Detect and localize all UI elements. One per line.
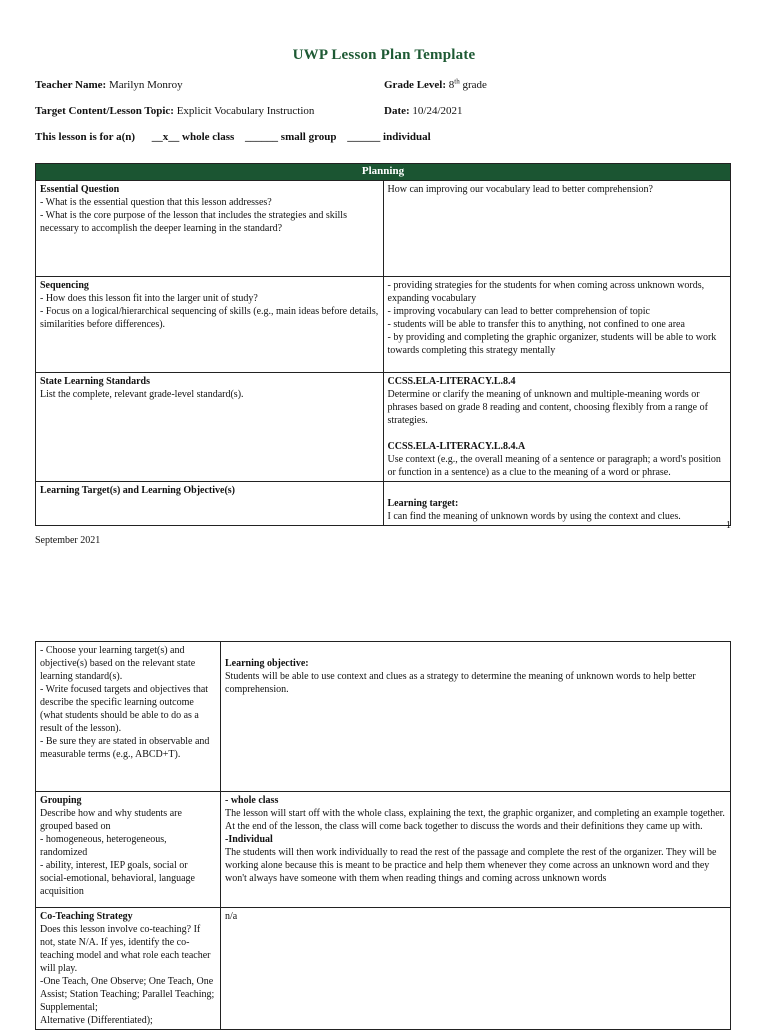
lesson-for-line [35, 131, 431, 143]
learning-objective-text: Students will be able to use context and clues as a strategy to determine the meaning of unknown words to help better comprehension. [225, 671, 696, 695]
lesson-topic [35, 105, 314, 117]
learning-objective-label: Learning objective: [225, 658, 309, 669]
sequencing-item-3: - students will be able to transfer this to anything, not confined to one area [387, 319, 685, 330]
table-row-targets [36, 482, 731, 526]
standards-label-cell [36, 373, 384, 482]
standards-label: State Learning Standards [40, 376, 151, 387]
coteaching-desc-3: Alternative (Differentiated); [40, 1015, 153, 1026]
standard-2-text: Use context (e.g., the overall meaning of a sentence or paragraph; a word's position or function in a sentence) as a clue to the meaning of a word or phrase. [387, 454, 721, 478]
grouping-label: Grouping [40, 795, 82, 806]
grouping-individual-text: The students will then work individually to read the rest of the passage and complete the rest of the organizer. They will be working alone because this is meant to be practice and help them whenever they come across an unknown word and they won't always have someone with them when reading things and coming across unknown words [225, 847, 717, 884]
standard-2-code: CCSS.ELA-LITERACY.L.8.4.A [387, 441, 526, 452]
table-row-essential [36, 181, 731, 277]
coteaching-desc-1: Does this lesson involve co-teaching? If not, state N/A. If yes, identify the co-teaching model and what role each teacher will play. [40, 924, 211, 974]
essential-content: How can improving our vocabulary lead to better comprehension? [387, 184, 653, 195]
teacher-label: Teacher Name: [35, 79, 107, 91]
sequencing-item-1: - providing strategies for the students for when coming across unknown words, expanding vocabulary [387, 280, 705, 304]
coteaching-label: Co-Teaching Strategy [40, 911, 133, 922]
table-row-grouping [36, 792, 731, 908]
essential-content-cell [383, 181, 731, 277]
table-row-targets-continued [36, 642, 731, 792]
grade-sup: th [454, 77, 460, 86]
sequencing-desc-2: - Focus on a logical/hierarchical sequencing of skills (e.g., main ideas before details, similarities before differences). [40, 306, 379, 330]
grouping-content-cell [221, 792, 731, 908]
grouping-desc-2: - homogeneous, heterogeneous, randomized [40, 834, 167, 858]
coteaching-desc-2: -One Teach, One Observe; One Teach, One Assist; Station Teaching; Parallel Teaching; Supplemental; [40, 976, 215, 1013]
standards-desc: List the complete, relevant grade-level standard(s). [40, 389, 244, 400]
essential-label: Essential Question [40, 184, 120, 195]
essential-label-cell [36, 181, 384, 277]
lesson-date [384, 105, 463, 117]
planning-header: Planning [36, 164, 731, 181]
grouping-whole-text: The lesson will start off with the whole class, explaining the text, the graphic organizer, and completing an example together. At the end of the lesson, the class will come back together to discuss the words and their definitions they came up with. [225, 808, 725, 832]
topic-label: Target Content/Lesson Topic: [35, 105, 174, 117]
targets-cont-content-cell [221, 642, 731, 792]
grouping-whole-label: - whole class [225, 795, 279, 806]
footer-date: September 2021 [35, 535, 101, 546]
option-individual: ______ individual [347, 131, 431, 143]
grouping-desc-3: - ability, interest, IEP goals, social or social-emotional, behavioral, language acquisition [40, 860, 195, 897]
targets-cont-label-cell [36, 642, 221, 792]
date-label: Date: [384, 105, 410, 117]
sequencing-desc-1: - How does this lesson fit into the larger unit of study? [40, 293, 258, 304]
grade-level [384, 79, 487, 91]
topic-value: Explicit Vocabulary Instruction [176, 105, 315, 117]
grade-value: 8 [448, 79, 455, 91]
table-row-standards [36, 373, 731, 482]
page-number: 1 [726, 520, 731, 531]
grouping-label-cell [36, 792, 221, 908]
sequencing-content-cell [383, 277, 731, 373]
grade-suffix: grade [462, 79, 487, 91]
table-row-coteaching [36, 908, 731, 1030]
table-row-sequencing [36, 277, 731, 373]
coteaching-label-cell [36, 908, 221, 1030]
grade-label: Grade Level: [384, 79, 447, 91]
standard-1-code: CCSS.ELA-LITERACY.L.8.4 [387, 376, 516, 387]
learning-target-label: Learning target: [387, 498, 459, 509]
targets-content-cell [383, 482, 731, 526]
sequencing-label-cell [36, 277, 384, 373]
coteaching-content: n/a [225, 911, 238, 922]
option-whole-class: __x__ whole class [151, 131, 235, 143]
option-small-group: ______ small group [245, 131, 337, 143]
targets-label: Learning Target(s) and Learning Objective(s) [40, 485, 235, 496]
sequencing-label: Sequencing [40, 280, 89, 291]
essential-desc-1: - What is the essential question that this lesson addresses? [40, 197, 272, 208]
targets-cont-desc-1: - Choose your learning target(s) and objective(s) based on the relevant state learning standard(s). [40, 645, 196, 682]
targets-cont-desc-3: - Be sure they are stated in observable and measurable terms (e.g., ABCD+T). [40, 736, 210, 760]
teacher-value: Marilyn Monroy [108, 79, 183, 91]
standard-1-text: Determine or clarify the meaning of unknown and multiple-meaning words or phrases based on grade 8 reading and content, choosing flexibly from a range of strategies. [387, 389, 708, 426]
lesson-for-label: This lesson is for a(n) [35, 131, 136, 143]
sequencing-item-2: - improving vocabulary can lead to better comprehension of topic [387, 306, 650, 317]
standards-content-cell [383, 373, 731, 482]
planning-table-page2 [35, 641, 731, 1030]
document-title: UWP Lesson Plan Template [292, 47, 476, 63]
grouping-desc-1: Describe how and why students are grouped based on [40, 808, 182, 832]
targets-label-cell [36, 482, 384, 526]
learning-target-text: I can find the meaning of unknown words by using the context and clues. [387, 511, 681, 522]
grouping-individual-label: -Individual [225, 834, 273, 845]
teacher-name [35, 79, 183, 91]
date-value: 10/24/2021 [412, 105, 463, 117]
targets-cont-desc-2: - Write focused targets and objectives that describe the specific learning outcome (what students should be able to do as a result of the lesson). [40, 684, 209, 734]
sequencing-item-4: - by providing and completing the graphic organizer, students will be able to work towards completing this strategy mentally [387, 332, 717, 356]
coteaching-content-cell [221, 908, 731, 1030]
essential-desc-2: - What is the core purpose of the lesson that includes the strategies and skills necessary to accomplish the deeper learning in the standard? [40, 210, 347, 234]
planning-table-page1 [35, 163, 731, 526]
